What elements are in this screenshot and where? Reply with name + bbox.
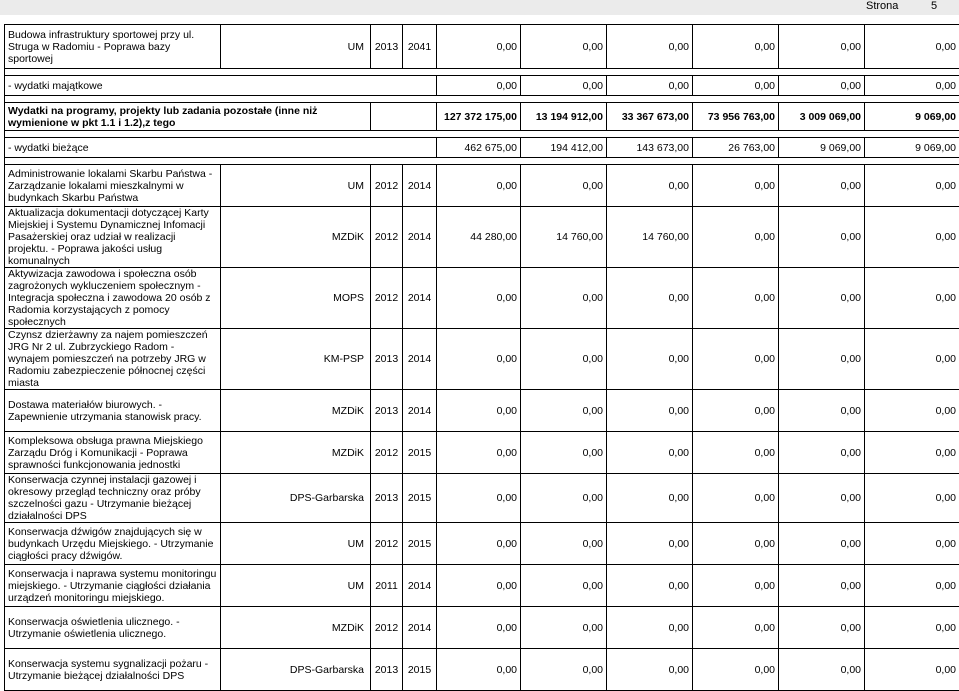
table-row [5,268,959,329]
row-value: 9 069,00 [865,138,959,158]
row-value: 0,00 [521,165,607,207]
row-value: 0,00 [607,25,693,69]
row-description: - wydatki majątkowe [5,76,437,96]
row-value: 0,00 [521,432,607,474]
table-row [5,390,959,432]
row-value: 0,00 [607,523,693,565]
row-value: 9 069,00 [779,138,865,158]
row-description: Wydatki na programy, projekty lub zadania pozostałe (inne niż wymienione w pkt 1.1 i 1.2),z tego [5,103,371,131]
row-start-year: 2013 [371,25,403,69]
row-end-year: 2014 [403,390,437,432]
row-value: 0,00 [437,165,521,207]
table-row [5,607,959,649]
row-unit: UM [221,523,371,565]
row-description: Czynsz dzierżawny za najem pomieszczeń JRG Nr 2 ul. Zubrzyckiego Radom - wynajem pomieszczeń na potrzeby JRG w Radomiu zabezpieczenie północnej części miasta [5,329,221,390]
row-value: 0,00 [865,523,959,565]
row-value: 0,00 [607,649,693,691]
row-value: 14 760,00 [607,207,693,268]
row-value: 0,00 [865,76,959,96]
row-value: 0,00 [693,523,779,565]
row-value: 0,00 [521,523,607,565]
row-description: Kompleksowa obsługa prawna Miejskiego Zarządu Dróg i Komunikacji - Poprawa sprawności funkcjonowania jednostki [5,432,221,474]
row-value: 0,00 [437,390,521,432]
row-start-year: 2012 [371,607,403,649]
row-unit: MOPS [221,268,371,329]
row-unit: MZDiK [221,207,371,268]
row-value: 0,00 [779,268,865,329]
row-value: 143 673,00 [607,138,693,158]
row-end-year: 2015 [403,523,437,565]
row-value: 26 763,00 [693,138,779,158]
row-value: 0,00 [437,607,521,649]
row-unit: MZDiK [221,607,371,649]
row-value: 462 675,00 [437,138,521,158]
page-header-bar [0,0,959,15]
row-description: Konserwacja i naprawa systemu monitoringu miejskiego. - Utrzymanie ciągłości działania urządzeń monitoringu miejskiego. [5,565,221,607]
row-value: 0,00 [779,607,865,649]
row-value: 0,00 [779,76,865,96]
row-value: 0,00 [607,432,693,474]
row-value: 0,00 [693,649,779,691]
row-value: 0,00 [437,25,521,69]
table-row [5,432,959,474]
row-value: 0,00 [607,607,693,649]
row-value: 0,00 [693,565,779,607]
row-value: 0,00 [693,474,779,523]
row-start-year: 2013 [371,390,403,432]
row-value: 0,00 [865,565,959,607]
row-unit: DPS-Garbarska [221,474,371,523]
table-row [5,649,959,691]
row-description: Konserwacja dźwigów znajdujących się w budynkach Urzędu Miejskiego. - Utrzymanie ciągłości pracy dźwigów. [5,523,221,565]
row-value: 0,00 [865,607,959,649]
row-value: 0,00 [607,76,693,96]
page-label: Strona [866,0,898,12]
row-unit: UM [221,25,371,69]
row-value: 0,00 [521,25,607,69]
row-value: 0,00 [693,607,779,649]
row-value: 0,00 [693,165,779,207]
row-value: 0,00 [865,268,959,329]
row-value: 44 280,00 [437,207,521,268]
row-value: 0,00 [779,649,865,691]
table-row [5,474,959,523]
row-description: Konserwacja systemu sygnalizacji pożaru - Utrzymanie bieżącej działalności DPS [5,649,221,691]
table-row-capital [5,76,959,96]
row-start-year: 2012 [371,432,403,474]
row-start-year: 2012 [371,207,403,268]
row-end-year: 2014 [403,607,437,649]
row-value: 0,00 [693,268,779,329]
row-description: - wydatki bieżące [5,138,437,158]
row-end-year: 2014 [403,268,437,329]
row-value: 0,00 [865,390,959,432]
row-unit: KM-PSP [221,329,371,390]
row-value: 0,00 [521,76,607,96]
row-value: 0,00 [865,649,959,691]
row-start-year: 2012 [371,523,403,565]
row-description: Dostawa materiałów biurowych. - Zapewnienie utrzymania stanowisk pracy. [5,390,221,432]
page-number: 5 [931,0,937,12]
table-row [5,165,959,207]
table-row-first [5,25,959,69]
row-end-year: 2041 [403,25,437,69]
row-end-year: 2014 [403,565,437,607]
row-value: 0,00 [437,432,521,474]
row-value: 0,00 [693,25,779,69]
row-value: 0,00 [865,474,959,523]
row-value: 0,00 [437,523,521,565]
row-value: 9 069,00 [865,103,959,131]
row-value: 0,00 [521,390,607,432]
row-value: 0,00 [607,474,693,523]
row-start-year: 2011 [371,565,403,607]
row-value: 0,00 [437,565,521,607]
table-row [5,565,959,607]
row-value: 0,00 [865,165,959,207]
row-value: 0,00 [779,474,865,523]
row-value: 0,00 [779,207,865,268]
row-start-year: 2013 [371,649,403,691]
row-end-year: 2015 [403,474,437,523]
row-value: 0,00 [521,649,607,691]
row-end-year: 2014 [403,165,437,207]
row-value: 13 194 912,00 [521,103,607,131]
row-value: 0,00 [437,474,521,523]
row-value: 0,00 [521,474,607,523]
row-value: 0,00 [865,207,959,268]
row-end-year: 2015 [403,432,437,474]
row-value: 3 009 069,00 [779,103,865,131]
budget-table [4,24,959,691]
row-description: Konserwacja oświetlenia ulicznego. - Utrzymanie oświetlenia ulicznego. [5,607,221,649]
row-value: 0,00 [607,329,693,390]
row-value: 0,00 [779,25,865,69]
row-value: 0,00 [779,565,865,607]
row-value: 0,00 [521,329,607,390]
table-row-programs [5,103,959,131]
row-start-year: 2012 [371,268,403,329]
row-value: 0,00 [607,165,693,207]
row-value: 0,00 [779,165,865,207]
row-end-year: 2015 [403,649,437,691]
row-value: 0,00 [693,329,779,390]
row-value: 0,00 [693,390,779,432]
row-description: Aktualizacja dokumentacji dotyczącej Karty Miejskiej i Systemu Dynamicznej Infomacji Pasażerskiej oraz udział w realizacji projektu. - Poprawa jakości usług komunalnych [5,207,221,268]
row-unit: UM [221,565,371,607]
row-description: Konserwacja czynnej instalacji gazowej i okresowy przegląd techniczny oraz próby szczelności gazu - Utrzymanie bieżącej działalności DPS [5,474,221,523]
row-end-year: 2014 [403,207,437,268]
row-value: 0,00 [607,390,693,432]
row-description: Budowa infrastruktury sportowej przy ul. Struga w Radomiu - Poprawa bazy sportowej [5,25,221,69]
row-value: 0,00 [865,329,959,390]
row-value: 0,00 [779,523,865,565]
row-value: 0,00 [607,565,693,607]
row-value: 14 760,00 [521,207,607,268]
row-unit: UM [221,165,371,207]
table-row [5,329,959,390]
table-row [5,207,959,268]
table-row [5,523,959,565]
row-unit: MZDiK [221,432,371,474]
row-value: 0,00 [437,76,521,96]
row-unit: MZDiK [221,390,371,432]
row-unit: DPS-Garbarska [221,649,371,691]
row-value: 0,00 [437,649,521,691]
row-value: 0,00 [521,565,607,607]
row-description: Aktywizacja zawodowa i społeczna osób zagrożonych wykluczeniem społecznym - Integracja społeczna i zawodowa 20 osób z Radomia korzystających z pomocy społecznych [5,268,221,329]
row-end-year: 2014 [403,329,437,390]
row-value: 0,00 [607,268,693,329]
row-description: Administrowanie lokalami Skarbu Państwa - Zarządzanie lokalami mieszkalnymi w budynkach Skarbu Państwa [5,165,221,207]
row-value: 0,00 [693,432,779,474]
row-start-year: 2013 [371,329,403,390]
row-value: 0,00 [865,25,959,69]
row-value: 0,00 [779,432,865,474]
row-value: 0,00 [865,432,959,474]
row-value: 73 956 763,00 [693,103,779,131]
row-value: 127 372 175,00 [437,103,521,131]
row-value: 0,00 [521,268,607,329]
row-value: 0,00 [693,76,779,96]
row-start-year: 2013 [371,474,403,523]
row-value: 0,00 [779,390,865,432]
row-value: 0,00 [693,207,779,268]
table-row-current [5,138,959,158]
row-value: 33 367 673,00 [607,103,693,131]
row-start-year: 2012 [371,165,403,207]
row-value: 0,00 [437,329,521,390]
row-value: 0,00 [521,607,607,649]
row-value: 0,00 [779,329,865,390]
row-value: 194 412,00 [521,138,607,158]
row-value: 0,00 [437,268,521,329]
